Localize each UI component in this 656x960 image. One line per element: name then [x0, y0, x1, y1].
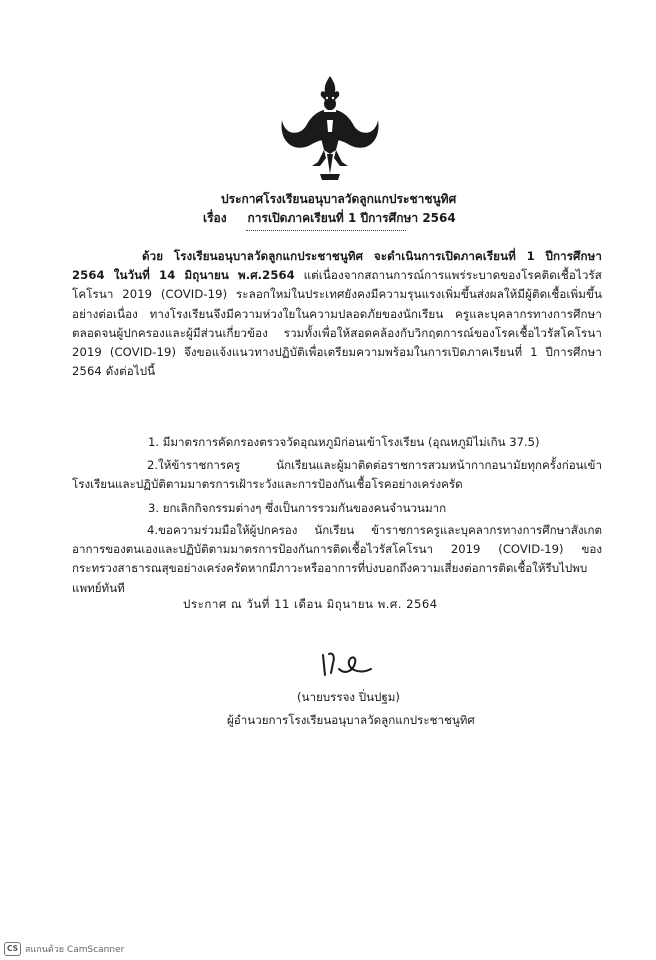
guideline-item-3: 3. ยกเลิกกิจกรรมต่างๆ ซึ่งเป็นการรวมกันของคนจำนวนมาก	[148, 501, 447, 515]
guideline-item-1: 1. มีมาตรการคัดกรองตรวจวัดอุณหภูมิก่อนเข้าโรงเรียน (อุณหภูมิไม่เกิน 37.5)	[148, 435, 540, 449]
announcement-subject	[203, 209, 656, 228]
guideline-item-2: 2.ให้ข้าราชการครู นักเรียนและผู้มาติดต่อราชการสวมหน้ากากอนามัยทุกครั้งก่อนเข้าโรงเรียนและปฏิบัติตามมาตรการเฝ้าระวังและการป้องกันเชื้อโรคอย่างเคร่งครัด	[72, 458, 602, 492]
signer-title: ผู้อำนวยการโรงเรียนอนุบาลวัดลูกแกประชาชนูทิศ	[227, 713, 475, 727]
garuda-emblem-icon	[280, 74, 380, 182]
subject-text: การเปิดภาคเรียนที่ 1 ปีการศึกษา 2564	[247, 211, 456, 225]
intro-paragraph-lead: ด้วย โรงเรียนอนุบาลวัดลูกแกประชาชนูทิศ จะดำเนินการเปิดภาคเรียนที่ 1 ปีการศึกษา 2564 ในวันที่ 14 มิถุนายน พ.ศ.2564	[72, 249, 602, 283]
intro-paragraph	[72, 247, 602, 381]
scanner-text: สแกนด้วย CamScanner	[25, 945, 125, 955]
signer-name: (นายบรรจง ปิ่นปฐม)	[297, 690, 400, 704]
camscanner-logo-icon: CS	[4, 942, 21, 956]
subject-label: เรื่อง	[203, 211, 227, 225]
guideline-item-4: 4.ขอความร่วมมือให้ผู้ปกครอง นักเรียน ข้าราชการครูและบุคลากรทางการศึกษาสังเกตอาการของตนเองและปฏิบัติตามมาตรการป้องกันการติดเชื้อไวรัสโคโรนา 2019 (COVID-19) ของกระทรวงสาธารณสุขอย่างเคร่งครัดหากมีภาวะหรืออาการที่บ่งบอกถึงความเสี่ยงต่อการติดเชื้อให้รีบไปพบแพทย์ทันที	[72, 523, 602, 595]
dotted-divider	[246, 230, 406, 231]
scanner-watermark	[4, 942, 124, 956]
announcement-title: ประกาศโรงเรียนอนุบาลวัดลูกแกประชาชนูทิศ	[221, 192, 457, 206]
announcement-date: ประกาศ ณ วันที่ 11 เดือน มิถุนายน พ.ศ. 2564	[183, 597, 438, 611]
handwritten-signature	[315, 649, 395, 681]
intro-paragraph-rest: แต่เนื่องจากสถานการณ์การแพร่ระบาดของโรคติดเชื้อไวรัสโคโรนา 2019 (COVID-19) ระลอกใหม่ในประเทศยังคงมีความรุนแรงเพิ่มขึ้นส่งผลให้มีผู้ติดเชื้อเพิ่มขึ้นอย่างต่อเนื่อง ทางโรงเรียนจึงมีความห่วงใยในความปลอดภัยของนักเรียน ครูและบุคลากรทางการศึกษา ตลอดจนผู้ปกครองและผู้มีส่วนเกี่ยวข้อง รวมทั้งเพื่อให้สอดคล้องกับวิกฤตการณ์ของโรคเชื้อไวรัสโคโรนา 2019 (COVID-19) จึงขอแจ้งแนวทางปฏิบัติเพื่อเตรียมความพร้อมในการเปิดภาคเรียนที่ 1 ปีการศึกษา 2564 ดังต่อไปนี้	[72, 268, 602, 379]
